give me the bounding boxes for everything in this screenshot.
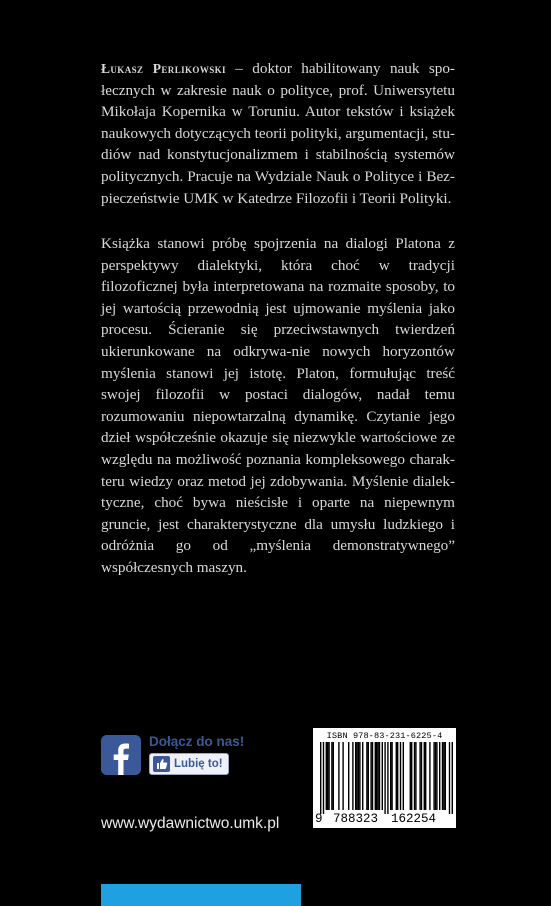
barcode-digits-left: 788323 xyxy=(333,812,379,826)
barcode-bar xyxy=(356,742,357,810)
barcode-bar xyxy=(366,742,367,810)
barcode-bar xyxy=(435,742,436,810)
facebook-join-text[interactable]: Dołącz do nas! xyxy=(149,734,245,749)
barcode-bar xyxy=(376,742,377,810)
like-button[interactable] xyxy=(149,753,229,775)
barcode-bar xyxy=(415,742,416,810)
barcode-bar xyxy=(387,742,388,814)
facebook-icon[interactable] xyxy=(101,735,141,775)
barcode-bar xyxy=(442,742,443,810)
barcode-bar xyxy=(429,742,430,810)
barcode-bar xyxy=(436,742,437,810)
barcode-digit-first: 9 xyxy=(315,812,323,826)
barcode-bar xyxy=(400,742,401,810)
author-bio-text: – doktor habilitowany nauk spo- łecznych w zakresie nauk o polityce, prof. Uniwersytetu Mikołaja Kopernika w Toruniu. Autor tekstów i książek naukowych dotyczących teorii polityki, argumentacji, stu-diów nad konstytucjonalizmem i stabilnością systemów politycznych. Pracuje na Wydziale Nauk o Polityce i Bez-pieczeństwie UMK w Katedrze Filozofii i Teorii Polityki. xyxy=(101,60,455,207)
accent-bar xyxy=(101,884,301,906)
author-name: Łukasz Perlikowski xyxy=(101,61,226,76)
website-url[interactable]: www.wydawnictwo.umk.pl xyxy=(101,815,280,832)
barcode-bar xyxy=(449,742,450,814)
barcode-bar xyxy=(379,742,380,810)
isbn-barcode xyxy=(313,728,456,828)
barcode-bar xyxy=(377,742,378,810)
barcode-bar xyxy=(390,742,391,810)
barcode-bar xyxy=(328,742,329,810)
barcode-bar xyxy=(433,742,434,810)
barcode-bar xyxy=(421,742,422,810)
thumbs-up-icon xyxy=(153,756,170,772)
book-description: Książka stanowi próbę spojrzenia na dialogi Platona z perspektywy dialektyki, która choć w tradycji filozoficznej była interpretowana na rozmaite sposoby, to jej wartością przewodnią jest ujmowanie myślenia jako procesu. Ścieranie się przeciwstawnych twierdzeń ukierunkowane na odkrywa-nie nowych horyzontów myślenia stanowi jej istotę. Platon, formułując treść swojej filozofii w postaci dialogów, nadał temu rozumowaniu niepowtarzalną dynamikę. Czytanie jego dzieł współcześnie okazuje się niezwykle wartościowe ze względu na możliwość poznania kompleksowego charak-teru wiedzy oraz metod jej zdobywania. Myślenie dialek-tyczne, choć bywa nieścisłe i oparte na niepewnym gruncie, jest charakterystyczne dla umysłu ludzkiego i odróżnia go od „myślenia demonstratywnego” współczesnych maszyn. xyxy=(101,235,456,576)
barcode-digits-right: 162254 xyxy=(391,812,437,826)
barcode-bar xyxy=(391,742,392,810)
barcode-bar xyxy=(382,742,383,810)
barcode-bar xyxy=(327,742,328,810)
barcode-bar xyxy=(370,742,371,810)
barcode-bar xyxy=(355,742,356,810)
barcode-bar xyxy=(331,742,332,810)
barcode-bar xyxy=(411,742,412,810)
barcode-bar xyxy=(414,742,415,810)
barcode-bar xyxy=(397,742,398,810)
barcode-bar xyxy=(368,742,369,810)
barcode-bar xyxy=(419,742,420,810)
barcode-bar xyxy=(375,742,376,810)
barcode-bar xyxy=(396,742,397,810)
isbn-label: ISBN 978-83-231-6225-4 xyxy=(326,731,443,741)
author-bio xyxy=(101,58,455,209)
barcode-bar xyxy=(403,742,404,810)
barcode-bar xyxy=(372,742,373,810)
barcode-bar xyxy=(342,742,343,810)
barcode-bar xyxy=(326,742,327,810)
barcode-bar xyxy=(333,742,334,810)
barcode-bar xyxy=(323,742,324,814)
barcode-bar xyxy=(384,742,385,814)
barcode-bar xyxy=(439,742,440,810)
barcode-bar xyxy=(362,742,363,810)
barcode-bar xyxy=(410,742,411,810)
barcode-bar xyxy=(320,742,321,814)
barcode-bar xyxy=(352,742,353,810)
like-label: Lubię to! xyxy=(174,758,223,770)
barcode-bar xyxy=(338,742,339,810)
barcode-bars xyxy=(313,742,456,814)
barcode-bar xyxy=(425,742,426,810)
barcode-bar xyxy=(359,742,360,810)
barcode-bar xyxy=(348,742,349,810)
barcode-bar xyxy=(358,742,359,810)
barcode-bar xyxy=(424,742,425,810)
barcode-bar xyxy=(445,742,446,810)
barcode-bar xyxy=(452,742,453,814)
barcode-bar xyxy=(443,742,444,810)
